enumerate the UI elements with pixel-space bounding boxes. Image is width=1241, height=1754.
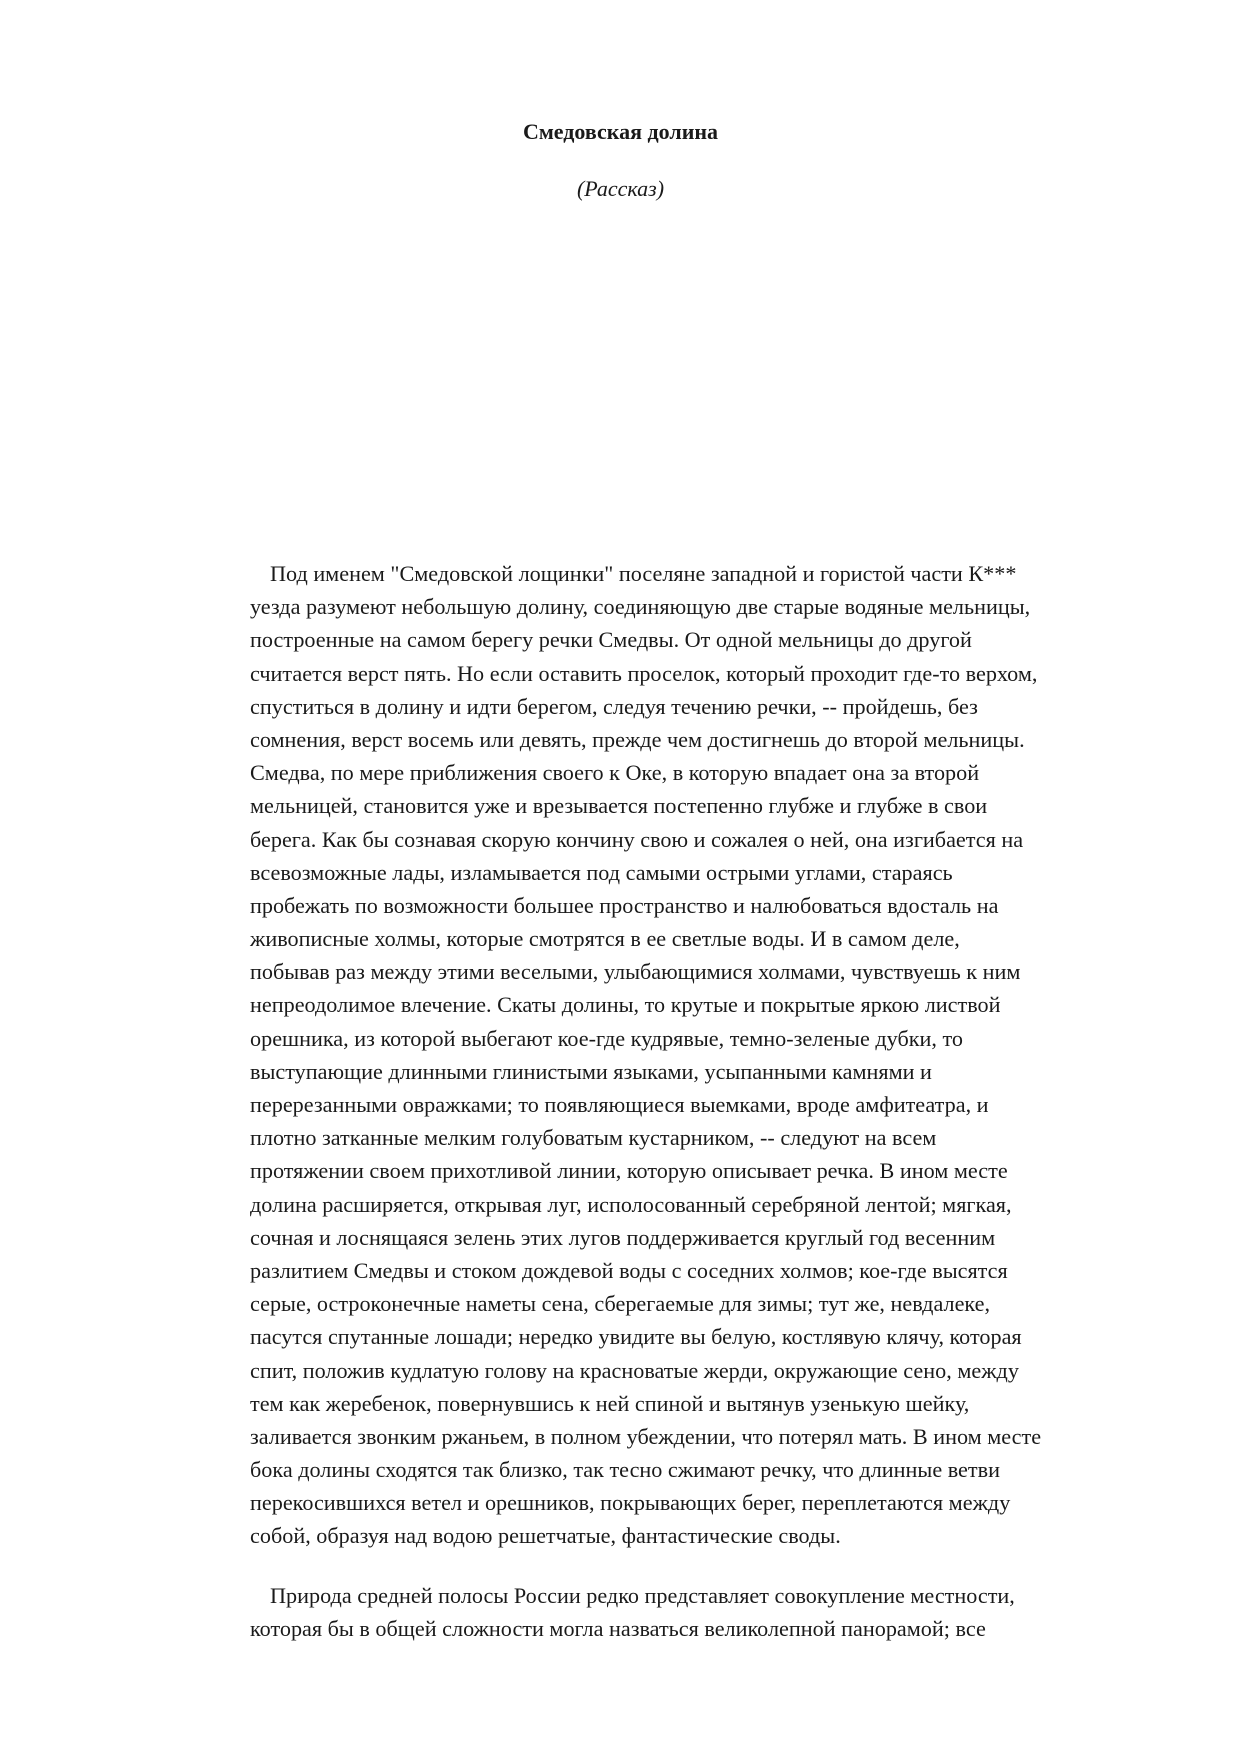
paragraph-1 <box>250 557 1155 1553</box>
text-line: долина расширяется, открывая луг, исполосованный серебряной лентой; мягкая, <box>250 1191 1012 1217</box>
text-line: собой, образуя над водою решетчатые, фантастические своды. <box>250 1523 841 1549</box>
text-line: протяжении своем прихотливой линии, которую описывает речка. В ином месте <box>250 1158 1008 1184</box>
text-line: тем как жеребенок, повернувшись к ней спиной и вытянув узенькую шейку, <box>250 1390 970 1416</box>
text-line: всевозможные лады, изламывается под самыми острыми углами, стараясь <box>250 859 953 885</box>
text-line: бока долины сходятся так близко, так тесно сжимают речку, что длинные ветви <box>250 1457 1000 1483</box>
text-line: Смедва, по мере приближения своего к Оке, в которую впадает она за второй <box>250 760 980 786</box>
text-line: построенные на самом берегу речки Смедвы. От одной мельницы до другой <box>250 627 972 653</box>
paragraph-spacer <box>250 1553 1155 1579</box>
text-line: мельницей, становится уже и врезывается постепенно глубже и глубже в свои <box>250 793 988 819</box>
text-line: побывав раз между этими веселыми, улыбающимися холмами, чувствуешь к ним <box>250 959 1021 985</box>
paragraph-2 <box>250 1579 1155 1645</box>
text-line: Под именем "Смедовской лощинки" поселяне западной и гористой части К*** <box>270 561 1017 586</box>
text-line: живописные холмы, которые смотрятся в ее светлые воды. И в самом деле, <box>250 926 960 952</box>
text-line: Природа средней полосы России редко представляет совокупление местности, <box>270 1582 1015 1608</box>
text-line: пасутся спутанные лошади; нередко увидите вы белую, костлявую клячу, которая <box>250 1324 1022 1350</box>
text-line: спит, положив кудлатую голову на красноватые жерди, окружающие сено, между <box>250 1357 1019 1383</box>
text-line: спуститься в долину и идти берегом, следуя течению речки, -- пройдешь, без <box>250 693 978 719</box>
text-line: сомнения, верст восемь или девять, прежде чем достигнешь до второй мельницы. <box>250 726 1025 752</box>
text-line: сочная и лоснящаяся зелень этих лугов поддерживается круглый год весенним <box>250 1224 996 1250</box>
text-line: выступающие длинными глинистыми языками, усыпанными камнями и <box>250 1058 932 1084</box>
document-title: Смедовская долина <box>522 119 719 144</box>
text-line: непреодолимое влечение. Скаты долины, то крутые и покрытые яркою листвой <box>250 992 1001 1018</box>
text-line: орешника, из которой выбегают кое-где кудрявые, темно-зеленые дубки, то <box>250 1025 963 1051</box>
text-line: считается верст пять. Но если оставить проселок, который проходит где-то верхом, <box>250 660 1038 686</box>
text-line: плотно затканные мелким голубоватым кустарником, -- следуют на всем <box>250 1125 937 1151</box>
text-line: заливается звонким ржаньем, в полном убеждении, что потерял мать. В ином месте <box>250 1423 1042 1449</box>
document-body <box>250 557 1155 1645</box>
text-line: серые, остроконечные наметы сена, сберегаемые для зимы; тут же, невдалеке, <box>250 1291 991 1317</box>
text-line: которая бы в общей сложности могла назваться великолепной панорамой; все <box>250 1615 986 1641</box>
text-line: перекосившихся ветел и орешников, покрывающих берег, переплетаются между <box>250 1490 1011 1516</box>
text-line: пробежать по возможности большее пространство и налюбоваться вдосталь на <box>250 892 999 918</box>
document-subtitle: (Рассказ) <box>576 176 665 201</box>
text-line: разлитием Смедвы и стоком дождевой воды с соседних холмов; кое-где высятся <box>250 1257 1008 1283</box>
text-line: уезда разумеют небольшую долину, соединяющую две старые водяные мельницы, <box>250 594 1031 620</box>
text-line: перерезанными овражками; то появляющиеся выемками, вроде амфитеатра, и <box>250 1092 989 1117</box>
text-line: берега. Как бы сознавая скорую кончину свою и сожалея о ней, она изгибается на <box>250 826 1024 852</box>
